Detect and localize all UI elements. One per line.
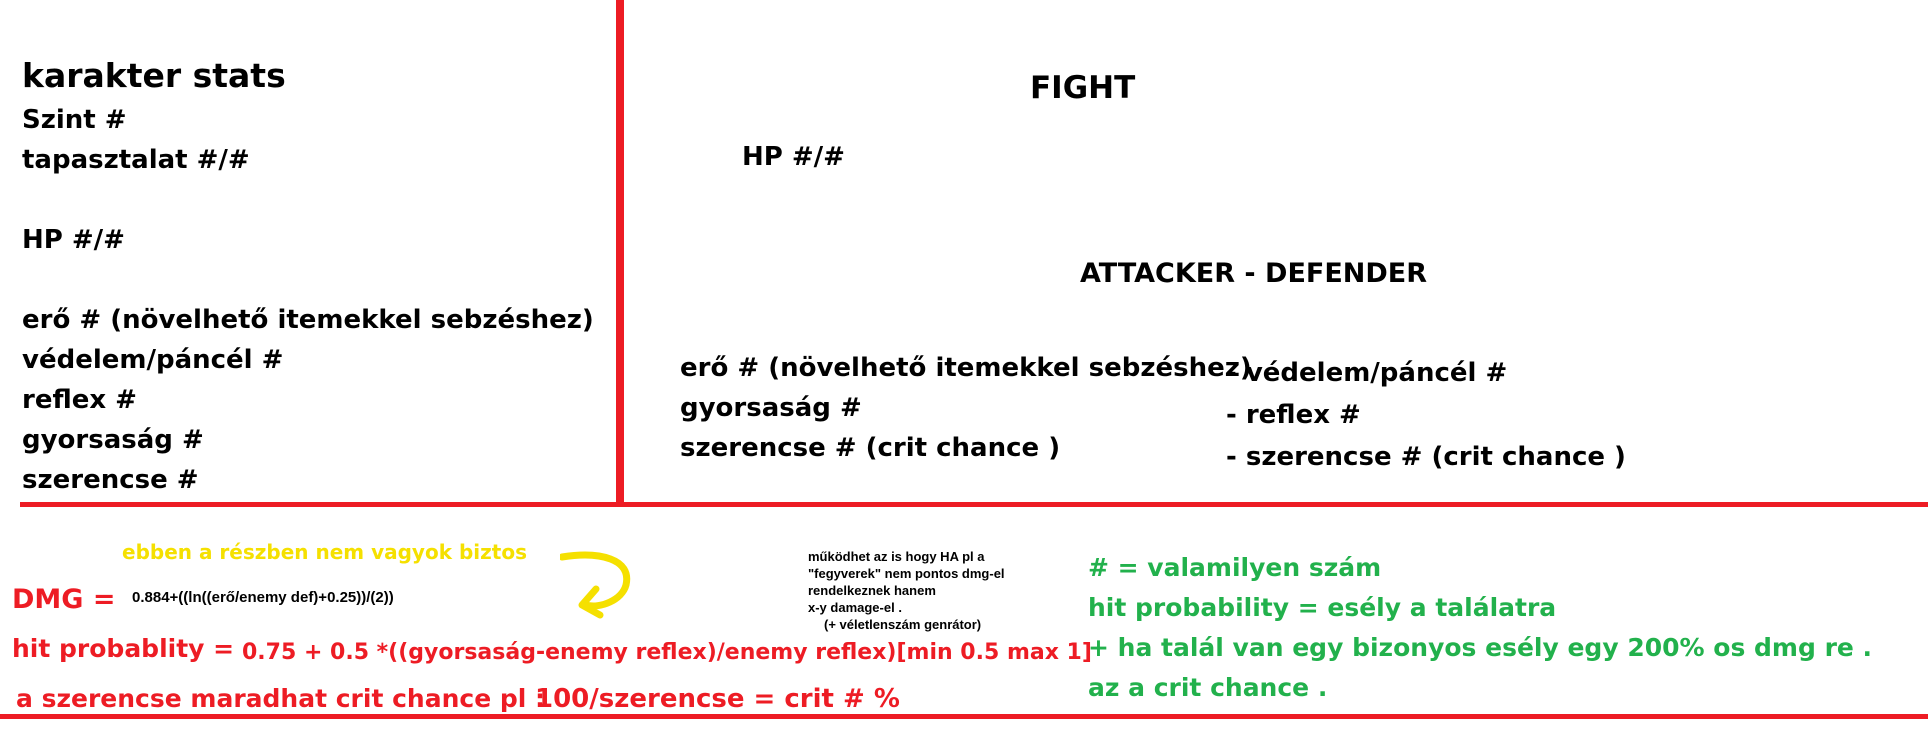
hit-label: hit probablity = [12, 634, 235, 663]
character-stats-title: karakter stats [22, 56, 286, 95]
defender-luck: - szerencse # (crit chance ) [1226, 442, 1626, 472]
fight-roles: ATTACKER - DEFENDER [1080, 258, 1428, 289]
stat-hp: HP #/# [22, 225, 125, 255]
divider-horizontal-bottom [0, 714, 1928, 719]
stat-spacer [22, 260, 594, 300]
divider-vertical-right [620, 0, 624, 505]
stat-speed: gyorsaság # [22, 425, 204, 455]
character-stats-list [22, 100, 594, 500]
stat-defense: védelem/páncél # [22, 345, 284, 375]
weapon-note-line: (+ véletlenszám genrátor) [824, 617, 982, 632]
weapon-note-line: "fegyverek" nem pontos dmg-el [808, 566, 1005, 581]
stat-luck: szerencse # [22, 465, 199, 495]
dmg-formula: 0.884+((ln((erő/enemy def)+0.25))/(2)) [132, 589, 394, 606]
stat-spacer [22, 180, 594, 220]
legend-crit-rule: + ha talál van egy bizonyos esély egy 200% os dmg re . [1088, 633, 1873, 662]
hit-formula: 0.75 + 0.5 *((gyorsaság-enemy reflex)/enemy reflex)[min 0.5 max 1] [242, 640, 1092, 665]
attacker-luck: szerencse # (crit chance ) [680, 433, 1061, 463]
weapon-note-line: x-y damage-el . [808, 600, 902, 615]
crit-formula: 100/szerencse = crit # % [535, 684, 900, 714]
attacker-speed: gyorsaság # [680, 393, 862, 423]
dmg-label: DMG = [12, 584, 116, 615]
defender-defense: - védelem/páncél # [1226, 358, 1508, 388]
defender-stats [1226, 352, 1626, 478]
stat-level: Szint # [22, 105, 127, 135]
legend-hash: # = valamilyen szám [1088, 553, 1382, 582]
weapon-note [808, 548, 1005, 633]
crit-label: a szerencse maradhat crit chance pl : [16, 684, 546, 713]
uncertain-note: ebben a részben nem vagyok biztos [122, 540, 527, 564]
legend-crit-def: az a crit chance . [1088, 673, 1328, 702]
yellow-arrow-icon [560, 545, 640, 620]
stat-experience: tapasztalat #/# [22, 145, 250, 175]
weapon-note-line: működhet az is hogy HA pl a [808, 549, 985, 564]
legend [1088, 548, 1872, 708]
defender-reflex: - reflex # [1226, 400, 1361, 430]
legend-hit: hit probability = esély a találatra [1088, 593, 1557, 622]
stat-reflex: reflex # [22, 385, 137, 415]
fight-title: FIGHT [1030, 70, 1136, 106]
attacker-stats [680, 348, 1252, 468]
fight-hp: HP #/# [742, 142, 845, 172]
attacker-strength: erő # (növelhető itemekkel sebzéshez) [680, 353, 1252, 383]
weapon-note-line: rendelkeznek hanem [808, 583, 936, 598]
stat-strength: erő # (növelhető itemekkel sebzéshez) [22, 305, 594, 335]
divider-horizontal-top [20, 502, 1928, 507]
